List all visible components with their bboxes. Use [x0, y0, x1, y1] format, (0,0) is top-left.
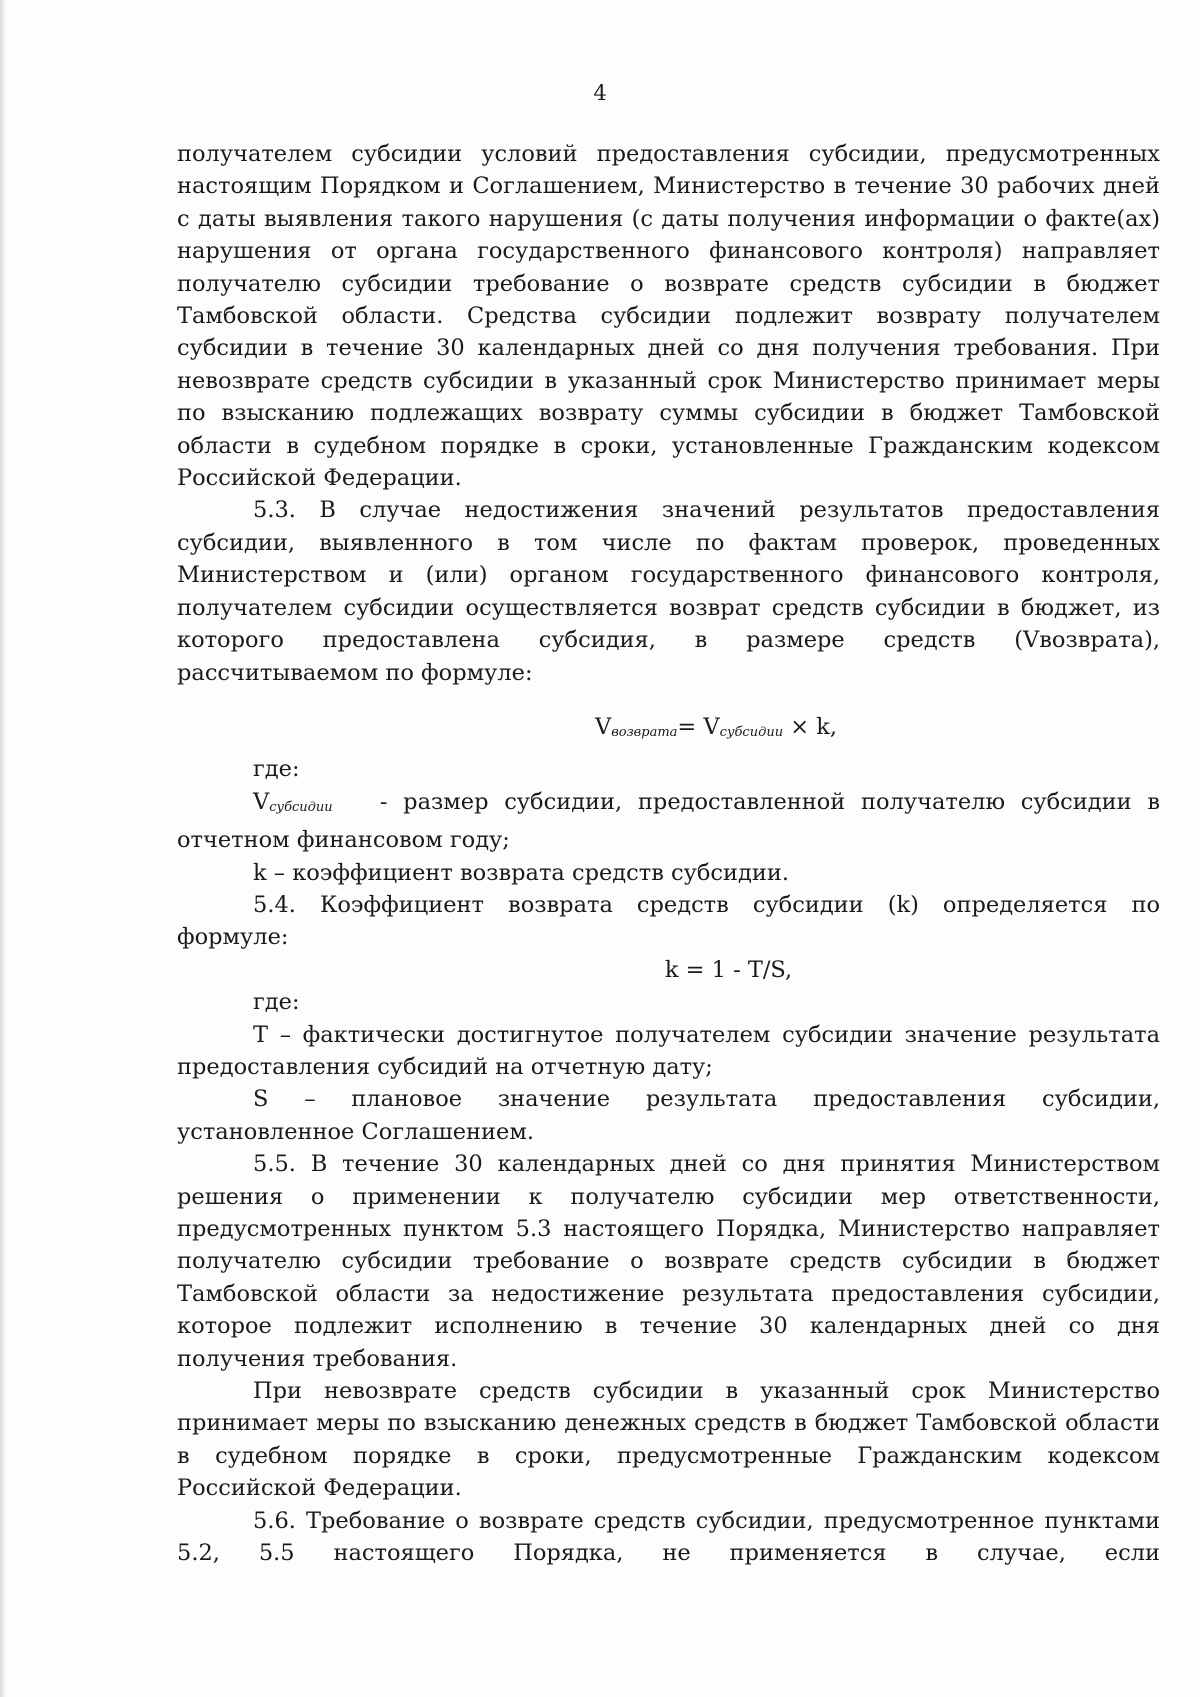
formula-equals-v: = V	[677, 713, 720, 740]
definition-t: Т – фактически достигнутое получателем субсидии значение результата предоставления субсидий на отчетную дату;	[177, 1021, 1160, 1080]
page-number: 4	[593, 81, 607, 105]
paragraph-nonrefund: При невозврате средств субсидии в указанный срок Министерство принимает меры по взысканию денежных средств в бюджет Тамбовской области в судебном порядке в сроки, предусмотренные Гражданским кодексом Российской Федерации.	[177, 1378, 1160, 1502]
definition-v-text: - размер субсидии, предоставленной получателю субсидии в отчетном финансовом году;	[177, 788, 1160, 854]
paragraph-5-4: 5.4. Коэффициент возврата средств субсидии (k) определяется по формуле:	[177, 891, 1160, 951]
scan-edge-shadow	[0, 0, 6, 1697]
paragraph-5-6: 5.6. Требование о возврате средств субсидии, предусмотренное пунктами 5.2, 5.5 настоящего Порядка, не применяется в случае, если	[177, 1507, 1160, 1567]
definition-v-subscript: субсидии	[269, 799, 333, 815]
formula-subscript-subsidy: субсидии	[719, 724, 784, 740]
where-label-2: где:	[253, 989, 300, 1016]
definition-v-subsidy	[177, 786, 1160, 857]
formula-v-symbol: V	[594, 713, 612, 740]
formula-refund-amount	[177, 689, 1160, 753]
definition-k: k – коэффициент возврата средств субсидии.	[253, 859, 790, 886]
definition-v-symbol: V	[253, 788, 270, 815]
formula-coefficient: k = 1 - T/S,	[664, 956, 793, 983]
formula-times-k: × k,	[783, 713, 838, 740]
paragraph-5-5: 5.5. В течение 30 календарных дней со дня принятия Министерством решения о применении к получателю субсидии мер ответственности, предусмотренных пунктом 5.3 настоящего Порядка, Министерство направляет получателю субсидии требование о возврате средств субсидии в бюджет Тамбовской области за недостижение результата предоставления субсидии, которое подлежит исполнению в течение 30 календарных дней со дня получения требования.	[177, 1151, 1160, 1372]
paragraph-continuation: получателем субсидии условий предоставления субсидии, предусмотренных настоящим Порядком и Соглашением, Министерство в течение 30 рабочих дней с даты выявления такого нарушения (с даты получения информации о факте(ах) нарушения от органа государственного финансового контроля) направляет получателю субсидии требование о возврате средств субсидии в бюджет Тамбовской области. Средства субсидии подлежит возврату получателем субсидии в течение 30 календарных дней со дня получения требования. При невозврате средств субсидии в указанный срок Министерство принимает меры по взысканию подлежащих возврату суммы субсидии в бюджет Тамбовской области в судебном порядке в сроки, установленные Гражданским кодексом Российской Федерации.	[177, 141, 1160, 492]
definition-s: S – плановое значение результата предоставления субсидии, установленное Соглашением.	[177, 1086, 1160, 1145]
document-body	[177, 138, 1160, 1569]
where-label-1: где:	[253, 756, 300, 783]
paragraph-5-3: 5.3. В случае недостижения значений результатов предоставления субсидии, выявленного в том числе по фактам проверок, проведенных Министерством и (или) органом государственного финансового контроля, получателем субсидии осуществляется возврат средств субсидии в бюджет, из которого предоставлена субсидия, в размере средств (Vвозврата), рассчитываемом по формуле:	[177, 497, 1160, 686]
formula-subscript-refund: возврата	[611, 724, 678, 740]
